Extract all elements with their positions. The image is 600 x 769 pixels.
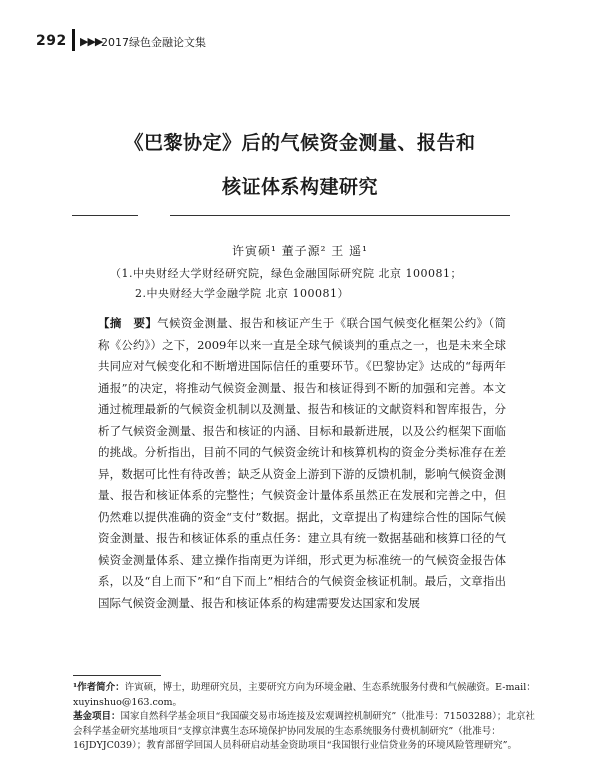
footnote-funding-text: 国家自然科学基金项目“我国碳交易市场连接及宏观调控机制研究”（批准号：71503288）；北京社会科学基金研究基地项目“支撑京津冀生态环境保护协同发展的生态系统服务付费机制研究”（批准号：16JDYJC039）；教育部留学回国人员科研启动基金资助项目“我国银行业信贷业务的环境风险管理研究”。 <box>73 711 535 751</box>
authors: 许寅硕¹ 董子源² 王 遥¹ <box>232 244 368 258</box>
footnote-funding-label: 基金项目： <box>73 711 121 722</box>
footnotes <box>73 681 543 754</box>
title-rule-left <box>72 215 138 216</box>
article-title-line2: 核证体系构建研究 <box>221 176 378 198</box>
header-divider-bar <box>72 29 75 51</box>
footnote-author-label: ¹作者简介： <box>73 682 125 693</box>
footnote-funding <box>73 710 543 754</box>
abstract-text: 气候资金测量、报告和核证产生于《联合国气候变化框架公约》（简称《公约》）之下，2009年以来一直是全球气候谈判的重点之一，也是未来全球共同应对气候变化和不断增进国际信任的重要环节。《巴黎协定》达成的“每两年通报”的决定，将推动气候资金测量、报告和核证得到不断的加强和完善。本文通过梳理最新的气候资金机制以及测量、报告和核证的文献资料和智库报告，分析了气候资金测量、报告和核证的内涵、目标和最新进展，以及公约框架下面临的挑战。分析指出，目前不同的气候资金统计和核算机构的资金分类标准存在差异，数据可比性有待改善；缺乏从资金上游到下游的反馈机制，影响气候资金测量、报告和核证体系的完整性；气候资金计量体系虽然正在发展和完善之中，但仍然难以提供准确的资金“支付”数据。据此，文章提出了构建综合性的国际气候资金测量、报告和核证体系的重点任务：建立具有统一数据基础和核算口径的气候资金测量体系、建立操作指南更为详细，形式更为标准统一的气候资金报告体系，以及“自上而下”和“自下而上”相结合的气候资金核证机制。最后，文章指出国际气候资金测量、报告和核证体系的构建需要发达国家和发展 <box>98 316 506 610</box>
abstract-label: 【摘 要】 <box>98 316 158 330</box>
title-rule-right <box>170 215 510 216</box>
footnote-author <box>73 681 543 710</box>
abstract <box>98 313 506 614</box>
affiliation-line1: （1.中央财经大学财经研究院，绿色金融国际研究院 北京 100081； <box>110 267 462 280</box>
footnote-rule <box>73 675 161 676</box>
article-title-line1: 《巴黎协定》后的气候资金测量、报告和 <box>124 132 476 154</box>
footnote-author-text: 许寅硕，博士，助理研究员，主要研究方向为环境金融、生态系统服务付费和气候融资。E-mail：xuyinshuo@163.com。 <box>73 682 536 708</box>
page-number: 292 <box>36 33 67 49</box>
affiliation-line2: 2.中央财经大学金融学院 北京 100081） <box>135 287 349 300</box>
running-title: 2017绿色金融论文集 <box>101 36 206 49</box>
arrow-icon: ▶▶▶ <box>80 35 103 48</box>
